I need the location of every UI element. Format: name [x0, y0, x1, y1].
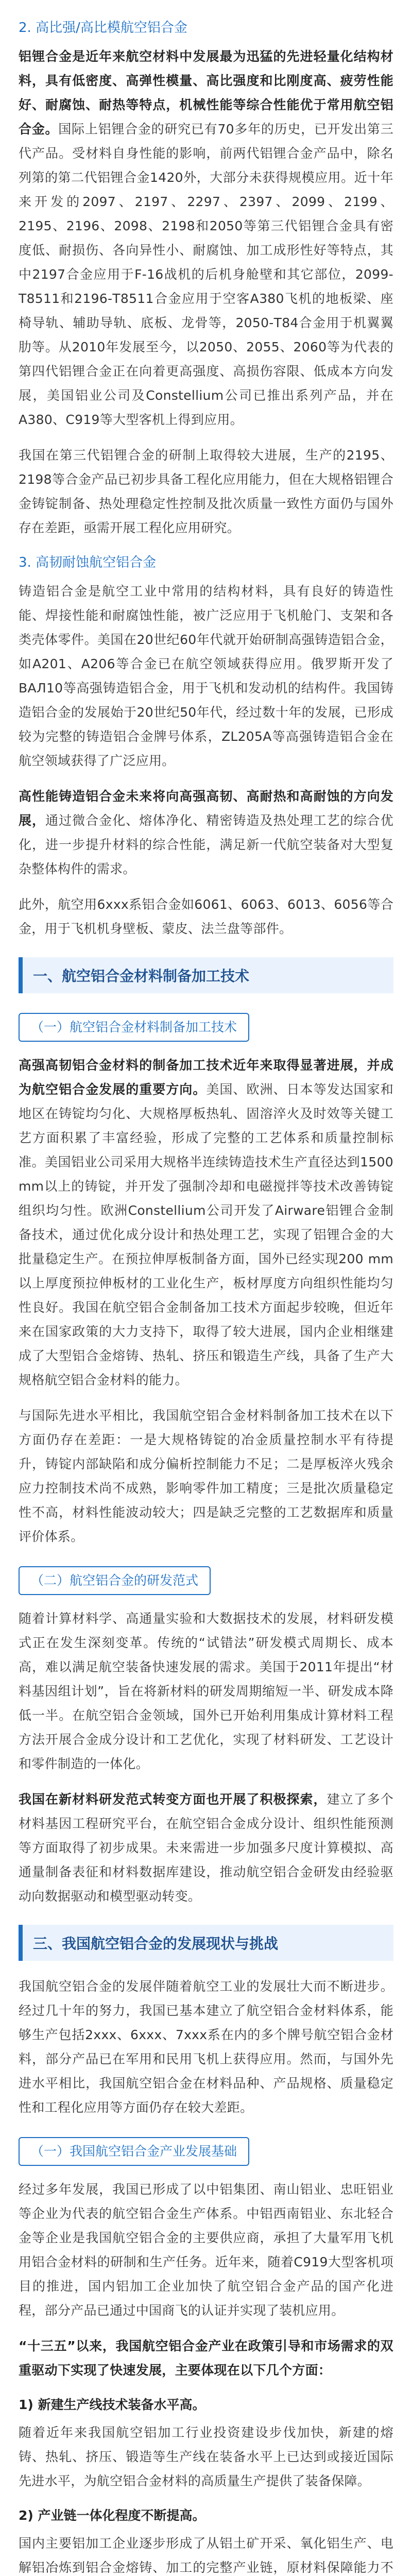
- section-one-paragraph-4: 我国在新材料研发范式转变方面也开展了积极探索，建立了多个材料基因工程研究平台，在航空铝合金成分设计、组织性能预测等方面取得了初步成果。未来需进一步加强多尺度计算模拟、高通量制备表征和材料数据库建设，推动航空铝合金研发由经验驱动向数据驱动和模型驱动转变。: [19, 1792, 393, 1904]
- item-2-text: 国内主要铝加工企业逐步形成了从铝土矿开采、氧化铝生产、电解铝冶炼到铝合金熔铸、加工的完整产业链，原材料保障能力不: [19, 2536, 393, 2575]
- section-one-paragraph-2: 与国际先进水平相比，我国航空铝合金材料制备加工技术在以下方面仍存在差距：一是大规格铸锭的冶金质量控制水平有待提升，铸锭内部缺陷和成分偏析控制能力不足；二是厚板淬火残余应力控制技术尚不成熟，影响零件加工精度；三是批次质量稳定性不高，材料性能波动较大；四是缺乏完整的工艺数据库和质量评价体系。: [19, 1408, 393, 1544]
- section-3-heading: 3. 高韧耐蚀航空铝合金: [19, 555, 157, 570]
- section-3-paragraph-2: 高性能铸造铝合金未来将向高强高韧、高耐热和高耐蚀的方向发展，通过微合金化、熔体净化、精密铸造及热处理工艺的综合优化，进一步提升材料的综合性能，满足新一代航空装备对大型复杂整体构件的需求。: [19, 789, 393, 876]
- item-2-heading: 2) 产业链一体化程度不断提高。: [19, 2508, 205, 2523]
- section-2-paragraph-1: [19, 44, 393, 432]
- section-one-paragraph-1: 高强高韧铝合金材料的制备加工技术近年来取得显著进展，并成为航空铝合金发展的重要方向。美国、欧洲、日本等发达国家和地区在铸锭均匀化、大规格厚板热轧、固溶淬火及时效等关键工艺方面积累了丰富经验，形成了完整的工艺体系和质量控制标准。美国铝业公司采用大规格半连续铸造技术生产直径达到1500 mm以上的铸锭，并开发了强制冷却和电磁搅拌等技术改善铸锭组织均匀性。欧洲Constellium公司开发了Airware铝锂合金制备技术，通过优化成分设计和热处理工艺，实现了铝锂合金的大批量稳定生产。在预拉伸厚板制备方面，国外已经实现200 mm以上厚度预拉伸板材的工业化生产，板材厚度方向组织性能均匀性良好。我国在航空铝合金制备加工技术方面起步较晚，但近年来在国家政策的大力支持下，取得了较大进展，国内企业相继建成了大型铝合金熔铸、热轧、挤压和锻造生产线，具备了生产大规格航空铝合金材料的能力。: [19, 1058, 394, 1387]
- item-1-heading: 1) 新建生产线技术装备水平高。: [19, 2397, 205, 2412]
- section-one-title-bar: [19, 957, 393, 993]
- section-three-title: 三、我国航空铝合金的发展现状与挑战: [33, 1935, 279, 1952]
- section-3-paragraph-1: 铸造铝合金是航空工业中常用的结构材料，具有良好的铸造性能、焊接性能和耐腐蚀性能，被广泛应用于飞机舱门、支架和各类壳体零件。美国在20世纪60年代就开始研制高强铸造铝合金，如A201、A206等合金已在航空领域获得应用。俄罗斯开发了ВАЛ10等高强铸造铝合金，用于飞机和发动机的结构件。我国铸造铝合金的发展始于20世纪50年代，经过数十年的发展，已形成较为完整的铸造铝合金牌号体系，ZL205A等高强铸造铝合金在航空领域获得了广泛应用。: [19, 584, 393, 768]
- section-2-body: 国际上铝锂合金的研究已有70多年的历史，已开发出第三代产品。受材料自身性能的影响，前两代铝锂合金产品中，除名列第的第二代铝锂合金1420外，大部分未获得规模应用。近十年来开发的2097、2197、2297、2397、2099、2199、2195、2196、2098、2198和2050等第三代铝锂合金具有密度低、耐损伤、各向异性小、耐腐蚀、加工成形性好等特点，其中2197合金应用于F-16战机的后机身舱壁和其它部位，2099-T8511和2196-T8511合金应用于空客A380飞机的地板梁、座椅导轨、辅助导轨、底板、龙骨等，2050-T84合金用于机翼翼肋等。从2010年发展至今，以2050、2055、2060等为代表的第四代铝锂合金正在向着更高强度、高损伤容限、低成本方向发展，美国铝业公司及Constellium公司已推出系列产品，并在A380、C919等大型客机上得到应用。: [19, 122, 393, 427]
- section-3-paragraph-3: 此外，航空用6xxx系铝合金如6061、6063、6013、6056等合金，用于飞机机身壁板、蒙皮、法兰盘等部件。: [19, 897, 393, 936]
- section-one-title: 一、航空铝合金材料制备加工技术: [33, 968, 250, 985]
- section-one-paragraph-3: 随着计算材料学、高通量实验和大数据技术的发展，材料研发模式正在发生深刻变革。传统的“试错法”研发模式周期长、成本高，难以满足航空装备快速发展的需求。美国于2011年提出“材料基因组计划”，旨在将新材料的研发周期缩短一半、研发成本降低一半。在航空铝合金领域，国外已开始利用集成计算材料工程方法开展合金成分设计和工艺优化，实现了材料研发、工艺设计和零件制造的一体化。: [19, 1611, 393, 1771]
- section-one-subheading-2: （二）航空铝合金的研发范式: [19, 1566, 211, 1595]
- section-three-paragraph-2: “十三五”以来，我国航空铝合金产业在政策引导和市场需求的双重驱动下实现了快速发展，主要体现在以下几个方面：: [19, 2338, 393, 2378]
- section-2-lead: 铝锂合金是近年来航空材料中发展最为迅猛的先进轻量化结构材料，具有低密度、高弹性模量、高比强度和比刚度高、疲劳性能好、耐腐蚀、耐热等特点，机械性能等综合性能优于常用航空铝合金。: [19, 49, 393, 137]
- section-three-title-bar: [19, 1925, 393, 1961]
- item-1-text: 随着近年来我国航空铝加工行业投资建设步伐加快，新建的熔铸、热轧、挤压、锻造等生产线在装备水平上已达到或接近国际先进水平，为航空铝合金材料的高质量生产提供了装备保障。: [19, 2425, 393, 2488]
- section-three-intro: 我国航空铝合金的发展伴随着航空工业的发展壮大而不断进步。经过几十年的努力，我国已基本建立了航空铝合金材料体系，能够生产包括2xxx、6xxx、7xxx系在内的多个牌号航空铝合金材料，部分产品已在军用和民用飞机上获得应用。然而，与国外先进水平相比，我国航空铝合金在材料品种、产品规格、质量稳定性和工程化应用等方面仍存在较大差距。: [19, 1979, 393, 2115]
- section-one-subheading-1: （一）航空铝合金材料制备加工技术: [19, 1013, 249, 1042]
- section-three-subheading-1: （一）我国航空铝合金产业发展基础: [19, 2137, 249, 2166]
- section-2-paragraph-2: 我国在第三代铝锂合金的研制上取得较大进展，生产的2195、2198等合金产品已初步具备工程化应用能力，但在大规格铝锂合金铸锭制备、热处理稳定性控制及批次质量一致性方面仍与国外存在差距，亟需开展工程化应用研究。: [19, 448, 393, 535]
- section-2-heading: 2. 高比强/高比模航空铝合金: [19, 20, 187, 36]
- section-three-paragraph-1: 经过多年发展，我国已形成了以中铝集团、南山铝业、忠旺铝业等企业为代表的航空铝合金生产体系。中铝西南铝业、东北轻合金等企业是我国航空铝合金的主要供应商，承担了大量军用飞机用铝合金材料的研制和生产任务。近年来，随着C919大型客机项目的推进，国内铝加工企业加快了航空铝合金产品的国产化进程，部分产品已通过中国商飞的认证并实现了装机应用。: [19, 2182, 393, 2318]
